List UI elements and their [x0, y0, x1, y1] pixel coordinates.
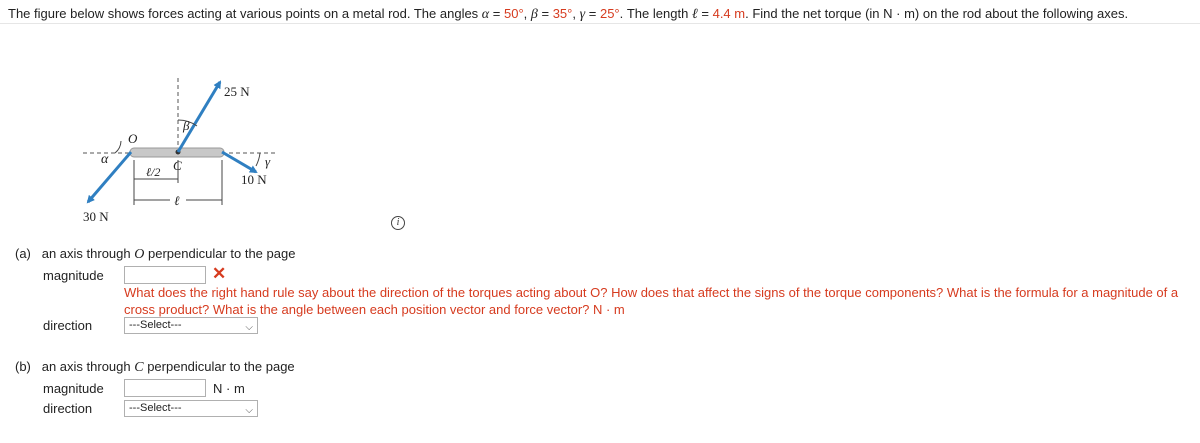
gamma-arc: [256, 153, 260, 166]
part-a-heading: [15, 246, 295, 263]
alpha-label: α: [101, 152, 109, 167]
part-a-direction-value: ---Select---: [129, 319, 182, 331]
x-mark-icon: ✕: [212, 264, 227, 283]
part-a-direction-select[interactable]: [124, 317, 258, 334]
equals-sign: =: [489, 6, 504, 21]
separator: ,: [523, 6, 531, 21]
part-b-prefix: (b): [15, 359, 31, 374]
part-a-magnitude-input[interactable]: [124, 266, 206, 284]
alpha-symbol: α: [481, 7, 490, 22]
info-icon[interactable]: i: [391, 216, 405, 230]
force-left-label: 30 N: [83, 209, 109, 224]
force-right-label: 10 N: [241, 172, 267, 187]
gamma-value: 25°: [599, 6, 620, 21]
point-c-label: C: [173, 158, 182, 173]
chevron-down-icon: ⌵: [245, 405, 253, 416]
force-arrow-25n: [178, 82, 220, 152]
beta-label: β: [183, 118, 190, 133]
part-b-text-before: an axis through: [41, 359, 135, 374]
force-top-label: 25 N: [224, 84, 250, 99]
part-b-heading: [15, 359, 295, 376]
beta-value: 35°: [552, 6, 573, 21]
part-a-text-after: perpendicular to the page: [144, 246, 296, 261]
part-b-magnitude-input[interactable]: [124, 379, 206, 397]
alpha-arc: [115, 141, 121, 153]
part-a-direction-label: direction: [43, 318, 93, 333]
part-b-point: C: [134, 360, 144, 375]
part-b-magnitude-label: magnitude: [43, 381, 104, 396]
beta-symbol: β: [530, 7, 538, 22]
question-suffix: . Find the net torque (in N · m) on the rod about the following axes.: [745, 6, 1129, 21]
chevron-down-icon: ⌵: [245, 322, 253, 333]
question-prefix: The figure below shows forces acting at various points on a metal rod. The angles: [8, 6, 482, 21]
equals-sign: =: [697, 6, 713, 21]
gamma-symbol: γ: [579, 7, 586, 22]
part-a-magnitude-label: magnitude: [43, 268, 104, 283]
point-o-label: O: [128, 131, 138, 146]
half-length-label: ℓ/2: [146, 165, 161, 179]
part-b-unit: N · m: [213, 381, 245, 396]
ell-symbol: ℓ: [691, 7, 698, 22]
force-arrow-10n: [222, 152, 256, 172]
part-b-direction-label: direction: [43, 401, 93, 416]
question-mid: . The length: [619, 6, 692, 21]
alpha-value: 50°: [503, 6, 524, 21]
part-a-text-before: an axis through: [41, 246, 135, 261]
length-label: ℓ: [174, 193, 180, 208]
part-a-hint: What does the right hand rule say about the direction of the torques acting about O? How does that affect the signs of the torque components? What is the formula for a magnitude of a cross product? What is the angle between each position vector and force vector? N · m: [124, 285, 1179, 317]
part-a-prefix: (a): [15, 246, 31, 261]
length-value: 4.4 m: [712, 6, 746, 21]
separator: ,: [572, 6, 580, 21]
part-b-text-after: perpendicular to the page: [143, 359, 295, 374]
gamma-label: γ: [265, 154, 271, 169]
equals-sign: =: [537, 6, 553, 21]
force-arrow-30n: [88, 152, 131, 202]
part-b-direction-select[interactable]: [124, 400, 258, 417]
part-b-direction-value: ---Select---: [129, 402, 182, 414]
equals-sign: =: [585, 6, 600, 21]
part-a-point: O: [134, 247, 145, 262]
rod-force-diagram: [0, 0, 420, 240]
